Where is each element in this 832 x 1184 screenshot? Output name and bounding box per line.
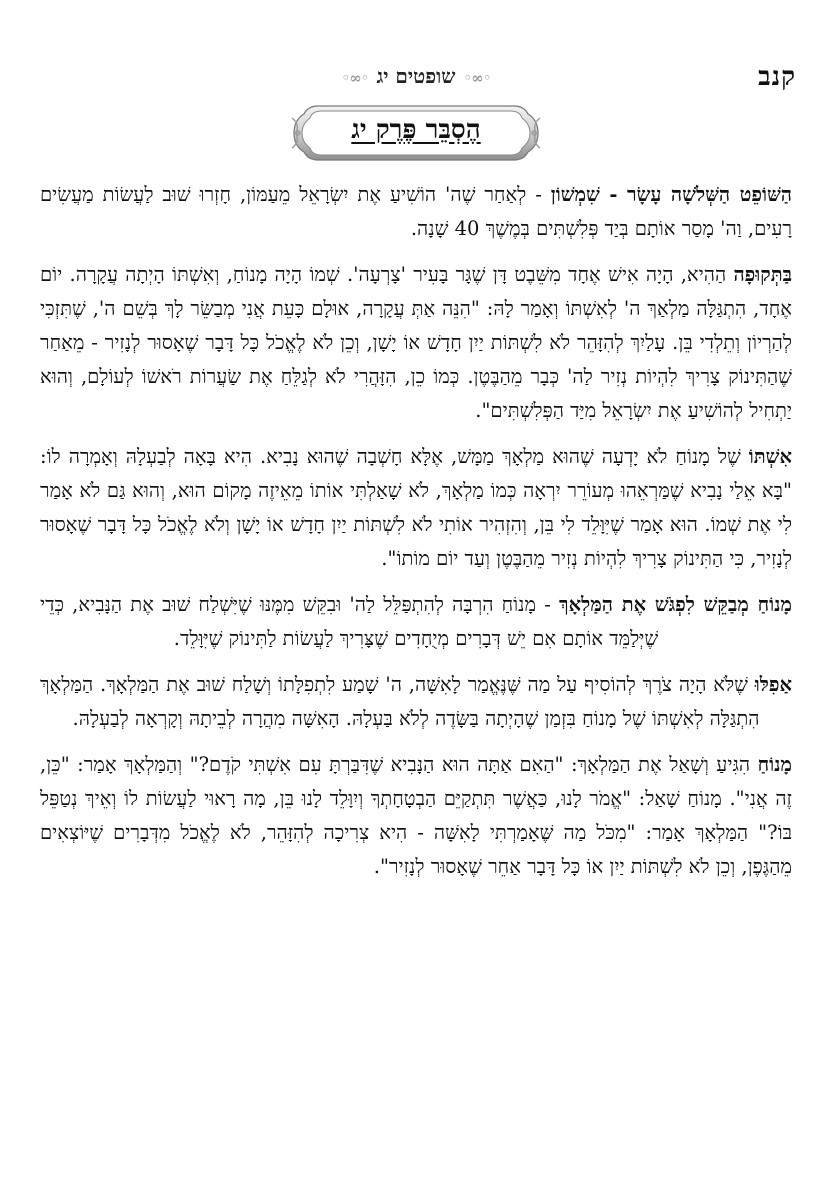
page-number: קנב (758, 62, 796, 92)
paragraph-text: - לְאַחַר שֶׁה' הוֹשִׁיעַ אֶת יִשְׂרָאֵל מֵעַמּוֹן, חָזְרוּ שׁוּב לַעֲשׂוֹת מַעֲשִׂים רָעִים, וַה' מָסַר אוֹתָם בְּיַד פְּלִשְׁתִּים בְּמֶשֶׁךְ 40 שָׁנָה. (40, 183, 792, 240)
ornament-left-icon: ◦∞◦ (341, 69, 369, 87)
paragraph (40, 588, 792, 656)
paragraph-text: - מָנוֹחַ הִרְבָּה לְהִתְפַּלֵּל לַה' וּבִקֵּשׁ מִמֶּנּוּ שֶׁיִּשְׁלַח שׁוּב אֶת הַנָּבִיא, כְּדֵי שֶׁיְּלַמֵּד אוֹתָם אִם יֵשׁ דְּבָרִים מְיֻחָדִים שֶׁצָּרִיךְ לַעֲשׂוֹת לַתִּינוֹק שֶׁיִּוָּלֵד. (40, 593, 659, 650)
paragraph-text: שֶׁלֹּא הָיָה צֹרֶךְ לְהוֹסִיף עַל מַה שֶּׁנֶּאֱמַר לָאִשָּׁה, ה' שָׁמַע לִתְפִלָּתוֹ וְשָׁלַח שׁוּב אֶת הַמַּלְאָךְ. הַמַּלְאָךְ הִתְגַּלָּה לְאִשְׁתּוֹ שֶׁל מָנוֹחַ בִּזְמַן שֶׁהָיְתָה בַּשָּׂדֶה לְלֹא בַּעְלָהּ. הָאִשָּׁה מִהֲרָה לְבֵיתָהּ וְקָרְאָה לְבַעְלָהּ. (40, 673, 760, 730)
running-head (0, 64, 832, 89)
paragraph-text: הַהִיא, הָיָה אִישׁ אֶחָד מִשֵּׁבֶט דָּן שֶׁגָּר בָּעִיר 'צָרְעָה'. שְׁמוֹ הָיָה מָנוֹחַ, וְאִשְׁתּוֹ הָיְתָה עֲקָרָה. יוֹם אֶחָד, הִתְגַּלָּה מַלְאַךְ ה' לְאִשְׁתּוֹ וְאָמַר לָהּ: "הִנֵּה אַתְּ עֲקָרָה, אוּלָם כָּעֵת אֲנִי מְבַשֵּׂר לָךְ בְּשֵׁם ה', שֶׁתִּזְכִּי לְהַרְיוֹן וְתֵלְדִי בֵּן. עָלַיִךְ לְהִזָּהֵר לֹא לִשְׁתּוֹת יַיִן חָדָשׁ אוֹ יָשָׁן, וְכֵן לֹא לֶאֱכֹל כָּל דָּבָר שֶׁאָסוּר לְנָזִיר - מֵאַחַר שֶׁהַתִּינוֹק צָרִיךְ לִהְיוֹת נְזִיר לַה' כְּבָר מֵהַבֶּטֶן. כְּמוֹ כֵן, הִזָּהֲרִי לֹא לְגַלֵּחַ אֶת שַׂעֲרוֹת רֹאשׁוֹ לְעוֹלָם, וְהוּא יַתְחִיל לְהוֹשִׁיעַ אֶת יִשְׂרָאֵל מִיַּד הַפְּלִשְׁתִּים". (40, 263, 792, 422)
paragraph-lead: הַשּׁוֹפֵט הַשְּׁלֹשָׁה עָשָׂר - שִׁמְשׁוֹן (550, 183, 792, 206)
paragraph-text: הִגִּיעַ וְשָׁאַל אֶת הַמַּלְאָךְ: "הַאִם אַתָּה הוּא הַנָּבִיא שֶׁדִּבַּרְתָּ עִם אִשְׁתִּי קֹדֶם?" וְהַמַּלְאָךְ אָמַר: "כֵּן, זֶה אֲנִי". מָנוֹחַ שָׁאַל: "אֱמֹר לָנוּ, כַּאֲשֶׁר תִּתְקַיֵּם הַבְטָחָתְךָ וְיִוָּלֵד לָנוּ בֵּן, מָה רָאוּי לַעֲשׂוֹת לוֹ וְאֵיךְ נְטַפֵּל בּוֹ?" הַמַּלְאָךְ אָמַר: "מִכֹּל מַה שֶּׁאָמַרְתִּי לָאִשָּׁה - הִיא צְרִיכָה לְהִזָּהֵר, לֹא לֶאֱכֹל מִדְּבָרִים שֶׁיּוֹצְאִים מֵהַגֶּפֶן, וְכֵן לֹא לִשְׁתּוֹת יַיִן אוֹ כָּל דָּבָר אַחֵר שֶׁאָסוּר לְנָזִיר". (40, 753, 792, 878)
paragraph (40, 668, 792, 736)
chapter-title: הֶסְבֵּר פֶּרֶק יג (351, 115, 481, 145)
running-head-title: שופטים יג (376, 64, 456, 88)
paragraph (40, 748, 792, 884)
paragraph-lead: מָנוֹחַ (757, 753, 792, 776)
paragraph-text: שֶׁל מָנוֹחַ לֹא יָדְעָה שֶׁהוּא מַלְאָךְ מַמָּשׁ, אֶלָּא חָשְׁבָה שֶׁהוּא נָבִיא. הִיא בָּאָה לְבַעְלָהּ וְאָמְרָה לוֹ: "בָּא אֵלַי נָבִיא שֶׁמַּרְאֵהוּ מְעוֹרֵר יִרְאָה כְּמוֹ מַלְאָךְ, לֹא שָׁאַלְתִּי אוֹתוֹ מֵאֵיזֶה מָקוֹם הוּא, וְהוּא גַּם לֹא אָמַר לִי אֶת שְׁמוֹ. הוּא אָמַר שֶׁיִּוָּלֵד לִי בֵּן, וְהִזְהִיר אוֹתִי לֹא לִשְׁתּוֹת יַיִן חָדָשׁ אוֹ יָשָׁן וְלֹא לֶאֱכֹל כָּל דָּבָר שֶׁאָסוּר לְנָזִיר, כִּי הַתִּינוֹק צָרִיךְ לִהְיוֹת נְזִיר מֵהַבֶּטֶן וְעַד יוֹם מוֹתוֹ". (40, 445, 792, 570)
ornament-right-icon: ◦∞◦ (463, 69, 491, 87)
paragraph-lead: מָנוֹחַ מְבַקֵּשׁ לִפְגֹּשׁ אֶת הַמַּלְאָךְ (558, 593, 792, 616)
main-text (40, 178, 792, 896)
paragraph (40, 178, 792, 246)
paragraph (40, 258, 792, 428)
paragraph-lead: אִשְׁתּוֹ (748, 445, 792, 468)
paragraph-lead: בַּתְּקוּפָה (733, 263, 792, 286)
chapter-banner (288, 100, 544, 166)
paragraph-lead: אַפִלּוּ (754, 673, 792, 696)
paragraph (40, 440, 792, 576)
